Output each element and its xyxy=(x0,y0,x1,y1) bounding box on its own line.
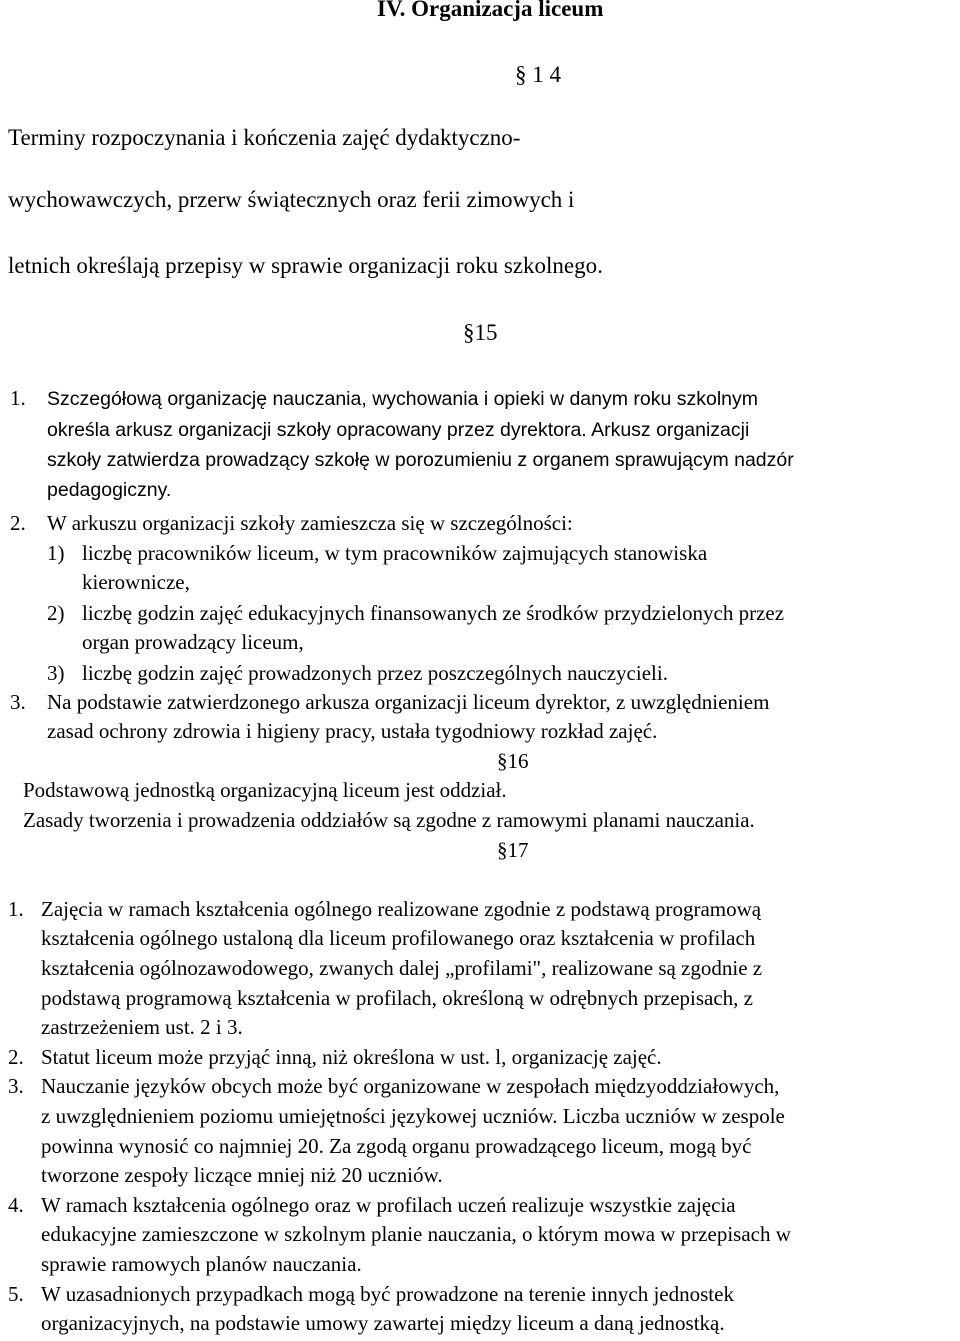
s15-p2-item-line: liczbę pracowników liceum, w tym pracowników zajmujących stanowiska xyxy=(82,541,708,565)
s17-item-line: kształcenia ogólnozawodowego, zwanych dalej „profilami", realizowane są zgodnie z xyxy=(41,956,763,980)
s17-item-number: 3. xyxy=(8,1074,24,1098)
s15-p2-item-line: liczbę godzin zajęć edukacyjnych finansowanych ze środków przydzielonych przez xyxy=(82,601,785,625)
s17-item-line: Statut liceum może przyjąć inną, niż określona w ust. l, organizację zajęć. xyxy=(41,1045,662,1069)
s15-p1-line: Szczegółową organizację nauczania, wychowania i opieki w danym roku szkolnym xyxy=(47,388,759,410)
s15-p3-line: Na podstawie zatwierdzonego arkusza organizacji liceum dyrektor, z uwzględnieniem xyxy=(47,690,770,714)
s15-p2-item-number: 3) xyxy=(47,661,65,685)
s15-p1-number: 1. xyxy=(10,386,26,410)
s17-item-number: 2. xyxy=(8,1045,24,1069)
s15-p3-number: 3. xyxy=(10,690,26,714)
section-16-heading: §16 xyxy=(497,749,529,773)
s17-item-number: 1. xyxy=(8,897,24,921)
s15-p1-line: szkoły zatwierdza prowadzący szkołę w porozumieniu z organem sprawującym nadzór xyxy=(47,449,794,471)
s17-item-line: podstawą programową kształcenia w profilach, określoną w odrębnych przepisach, z xyxy=(41,986,753,1010)
s17-item-line: powinna wynosić co najmniej 20. Za zgodą organu prowadzącego liceum, mogą być xyxy=(41,1134,752,1158)
section-15-heading: §15 xyxy=(463,320,498,345)
s17-item-line: edukacyjne zamieszczone w szkolnym planie nauczania, o którym mowa w przepisach w xyxy=(41,1222,791,1246)
s17-item-line: Zajęcia w ramach kształcenia ogólnego realizowane zgodnie z podstawą programową xyxy=(41,897,762,921)
s15-p1-line: określa arkusz organizacji szkoły opracowany przez dyrektora. Arkusz organizacji xyxy=(47,419,750,441)
s17-item-line: Nauczanie języków obcych może być organizowane w zespołach międzyoddziałowych, xyxy=(41,1074,780,1098)
s15-p3-line: zasad ochrony zdrowia i higieny pracy, ustała tygodniowy rozkład zajęć. xyxy=(47,719,658,743)
page-title: IV. Organizacja liceum xyxy=(377,0,604,21)
s15-p2-item-number: 1) xyxy=(47,541,65,565)
section-14-heading: § 1 4 xyxy=(515,62,561,87)
s17-item-line: tworzone zespoły liczące mniej niż 20 uczniów. xyxy=(41,1163,443,1187)
s17-item-number: 5. xyxy=(8,1282,24,1306)
s17-item-line: organizacyjnych, na podstawie umowy zawartej między liceum a daną jednostką. xyxy=(41,1311,725,1335)
s17-item-line: zastrzeżeniem ust. 2 i 3. xyxy=(41,1015,243,1039)
s17-item-number: 4. xyxy=(8,1193,24,1217)
s14-line: letnich określają przepisy w sprawie organizacji roku szkolnego. xyxy=(8,253,603,278)
s15-p2-item-line: kierownicze, xyxy=(82,570,190,594)
s15-p2-item-number: 2) xyxy=(47,601,65,625)
s16-line: Podstawową jednostką organizacyjną liceum jest oddział. xyxy=(23,778,507,802)
s15-p2-intro: W arkuszu organizacji szkoły zamieszcza się w szczególności: xyxy=(47,511,573,535)
s17-item-line: W ramach kształcenia ogólnego oraz w profilach uczeń realizuje wszystkie zajęcia xyxy=(41,1193,736,1217)
s17-item-line: sprawie ramowych planów nauczania. xyxy=(41,1252,362,1276)
s15-p2-item-line: organ prowadzący liceum, xyxy=(82,630,304,654)
s14-line: Terminy rozpoczynania i kończenia zajęć dydaktyczno- xyxy=(8,125,521,150)
s15-p1-line: pedagogiczny. xyxy=(47,479,172,501)
s17-item-line: z uwzględnieniem poziomu umiejętności językowej uczniów. Liczba uczniów w zespole xyxy=(41,1104,785,1128)
s15-p2-number: 2. xyxy=(10,511,26,535)
s16-line: Zasady tworzenia i prowadzenia oddziałów są zgodne z ramowymi planami nauczania. xyxy=(23,808,755,832)
s17-item-line: kształcenia ogólnego ustaloną dla liceum profilowanego oraz kształcenia w profilach xyxy=(41,926,756,950)
s14-line: wychowawczych, przerw świątecznych oraz ferii zimowych i xyxy=(8,187,575,212)
s15-p2-item-line: liczbę godzin zajęć prowadzonych przez poszczególnych nauczycieli. xyxy=(82,661,668,685)
s17-item-line: W uzasadnionych przypadkach mogą być prowadzone na terenie innych jednostek xyxy=(41,1282,734,1306)
section-17-heading: §17 xyxy=(497,838,529,862)
